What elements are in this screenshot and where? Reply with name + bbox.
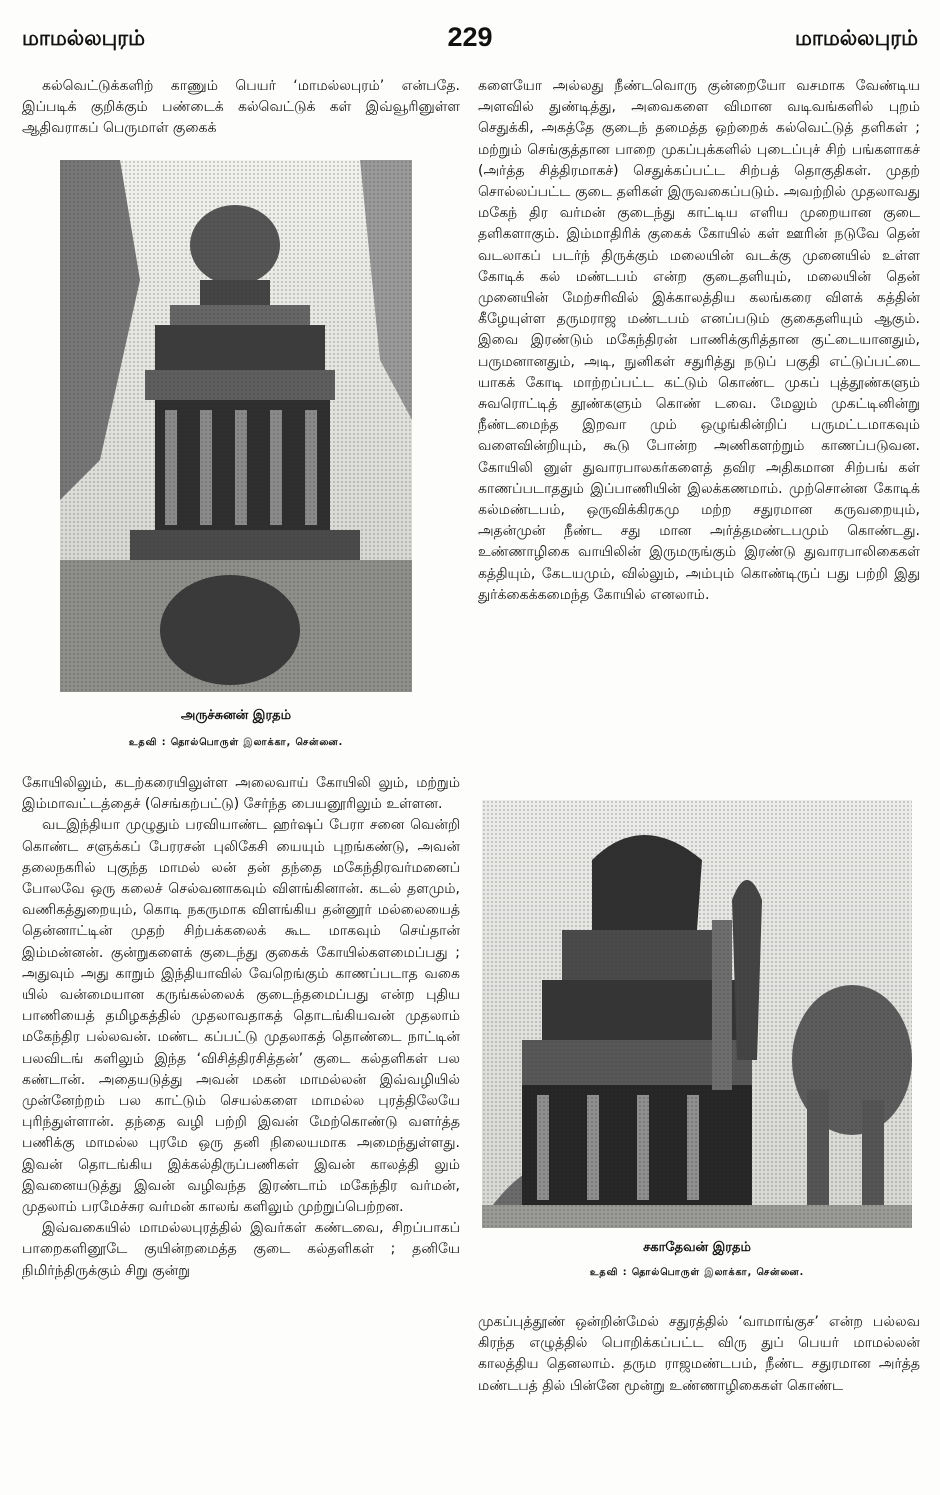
photo-sahadeva-ratha	[482, 800, 912, 1228]
left-column-top-text	[22, 76, 460, 140]
figure-caption: அருச்சுனன் இரதம்	[180, 708, 292, 723]
paragraph: இவ்வகையில் மாமல்லபுரத்தில் இவர்கள் கண்டவை, சிறப்பாகப் பாறைகளினூடே குயின்றமைத்த குடை கல்தளிகள் ; தனியே நிமிர்ந்திருக்கும் சிறு குன்று	[22, 1220, 460, 1279]
page-number: 229	[447, 22, 493, 52]
figure-credit: உதவி : தொல்பொருள் இலாக்கா, சென்னை.	[128, 737, 344, 748]
right-column-bottom-text	[478, 1312, 920, 1397]
figure-caption: சகாதேவன் இரதம்	[643, 1240, 751, 1255]
header-title-left: மாமல்லபுரம்	[22, 26, 146, 50]
paragraph: கோயிலிலும், கடற்கரையிலுள்ள அலைவாய் கோயிலி லும், மற்றும் இம்மாவட்டத்தைச் (செங்கற்பட்டு) சேர்ந்த பையனூரிலும் உள்ளன.	[22, 775, 460, 813]
running-header	[0, 22, 940, 62]
paragraph: கல்வெட்டுக்களிற் காணும் பெயர் ‘மாமல்லபுரம்’ என்பதே. இப்படிக் குறிக்கும் பண்டைக் கல்வெட்டுக் கள் இவ்வூரினுள்ள ஆதிவராகப் பெருமாள் குகைக்	[22, 78, 460, 137]
right-column-top-text	[478, 76, 920, 606]
paragraph: களையோ அல்லது நீண்டவொரு குன்றையோ வசமாக வேண்டிய அளவில் துண்டித்து, அவைகளை விமான வடிவங்களில் புறம் செதுக்கி, அகத்தே குடைந் தமைத்த ஒற்றைக் கல்வெட்டுத் தளிகள் ; மற்றும் செங்குத்தான பாறை முகப்புக்களில் புடைப்புச் சிற் பங்களாகச் (அர்த்த சித்திரமாகச்) செதுக்கப்பட்ட சிற்பத் தொகுதிகள். முதற் சொல்லப்பட்ட குடை தளிகள் இருவகைப்படும். அவற்றில் முதலாவது மகேந் திர வர்மன் குடைந்து காட்டிய எளிய முறையான குடை தளிகளாகும். இம்மாதிரிக் குகைக் கோயில் கள் ஊரின் நடுவே தென் வடலாகப் படர்ந் திருக்கும் மலையின் வடக்கு முனையில் உள்ள கோடிக் கல் மண்டபம் என்ற குடைதளியும், மலையின் தென் முனையின் மேற்சரிவில் இக்காலத்திய கலங்கரை விளக் கத்தின் கீழேயுள்ள தருமராஜ மண்டபம் எனப்படும் குகைதளியும் ஆகும். இவை இரண்டும் மகேந்திரன் பாணிக்குரித்தான குட்டையானதும், பருமனானதும், அடி, நுனிகள் சதுரித்து நடுப் பகுதி எட்டுப்பட்டை யாகக் கோடி மாற்றப்பட்ட கட்டும் கொண்ட முகப் புத்தூண்களும் சுவரொட்டித் தூண்களும் கொண் டவை. மேலும் முகட்டினின்று நீண்டமைந்த இறவா மும் ஒழுங்கின்றிப் பருமட்டமாகவும் வளைவின்றியும், கூடு போன்ற அணிகளற்றும் காணப்படுவன. கோயிலி னுள் துவாரபாலகர்களைத் தவிர அதிகமான சிற்பங் கள் காணப்படாததும் இப்பாணியின் இலக்கணமாம். முற்சொன்ன கோடிக் கல்மண்டபம், ஒருவிக்கிரகமு மற்ற சதுரமான கருவறையும், அதன்முன் நீண்ட சது மான அர்த்தமண்டபமும் கொண்டது. உண்ணாழிகை வாயிலின் இருமருங்கும் இரண்டு துவாரபாலிகைகள் கத்தியும், கேடயமும், வில்லும், அம்பும் கொண்டிருப் பது பற்றி இது துர்க்கைக்கமைந்த கோயில் எனலாம்.	[478, 78, 920, 603]
figure-credit: உதவி : தொல்பொருள் இலாக்கா, சென்னை.	[589, 1267, 805, 1278]
left-column-bottom-text	[22, 773, 460, 1282]
photo-arjuna-ratha	[60, 160, 412, 692]
header-title-right: மாமல்லபுரம்	[794, 26, 918, 50]
paragraph: முகப்புத்தூண் ஒன்றின்மேல் சதுரத்தில் ‘வாமாங்குச’ என்ற பல்லவ கிரந்த எழுத்தில் பொறிக்கப்பட்ட விரு துப் பெயர் மாமல்லன் காலத்திய தெனலாம். தரும ராஜமண்டபம், நீண்ட சதுரமான அர்த்த மண்டபத் தில் பின்னே மூன்று உண்ணாழிகைகள் கொண்ட	[478, 1314, 920, 1394]
paragraph: வடஇந்தியா முழுதும் பரவியாண்ட ஹர்ஷப் பேரா சனை வென்றி கொண்ட சளுக்கப் பேரரசன் புலிகேசி யையும் புறங்கண்டு, அவன் தலைநகரில் புகுந்த மாமல் லன் தன் தந்தை மகேந்திரவர்மனைப் போலவே ஒரு கலைச் செல்வனாகவும் விளங்கினான். கடல் தளமும், வணிகத்துறையும், கொடி நகருமாக விளங்கிய தன்னூர் மல்லையைத் தென்னாட்டின் முதற் சிற்பக்கலைக் கூட மாகவும் செய்தான் இம்மன்னன். குன்றுகளைக் குடைந்து குகைக் கோயில்களமைப்பது ; அதுவும் அது காறும் இந்தியாவில் வேறெங்கும் காணப்படாத வகை யில் வன்மையான கருங்கல்லைக் குடைந்தமைப்பது என்ற புதிய பாணியைத் தமிழகத்தில் முதலாவதாகத் தொடங்கியவன் முதலாம் மகேந்திர பல்லவன். மண்ட கப்பட்டு முதலாகத் தொண்டை நாட்டின் பலவிடங் களிலும் இந்த ‘விசித்திரசித்தன்’ குடை கல்தளிகள் பல கண்டான். அதையடுத்து அவன் மகன் மாமல்லன் இவ்வழியில் முன்னேற்றம் பல காட்டும் செயல்களை மாமல்ல புரத்திலேயே புரிந்துள்ளான். தந்தை வழி பற்றி இவன் மேற்கொண்டு வளர்த்த பணிக்கு மாமல்ல புரமே ஒரு தனி நிலையமாக அமைந்துள்ளது. இவன் தொடங்கிய இக்கல்திருப்பணிகள் இவன் காலத்தி லும் இவனையடுத்து இவன் வழிவந்த இரண்டாம் மகேந்திர வர்மன், முதலாம் பரமேச்சுர வர்மன் காலங் களிலும் முற்றுப்பெற்றன.	[22, 817, 460, 1216]
